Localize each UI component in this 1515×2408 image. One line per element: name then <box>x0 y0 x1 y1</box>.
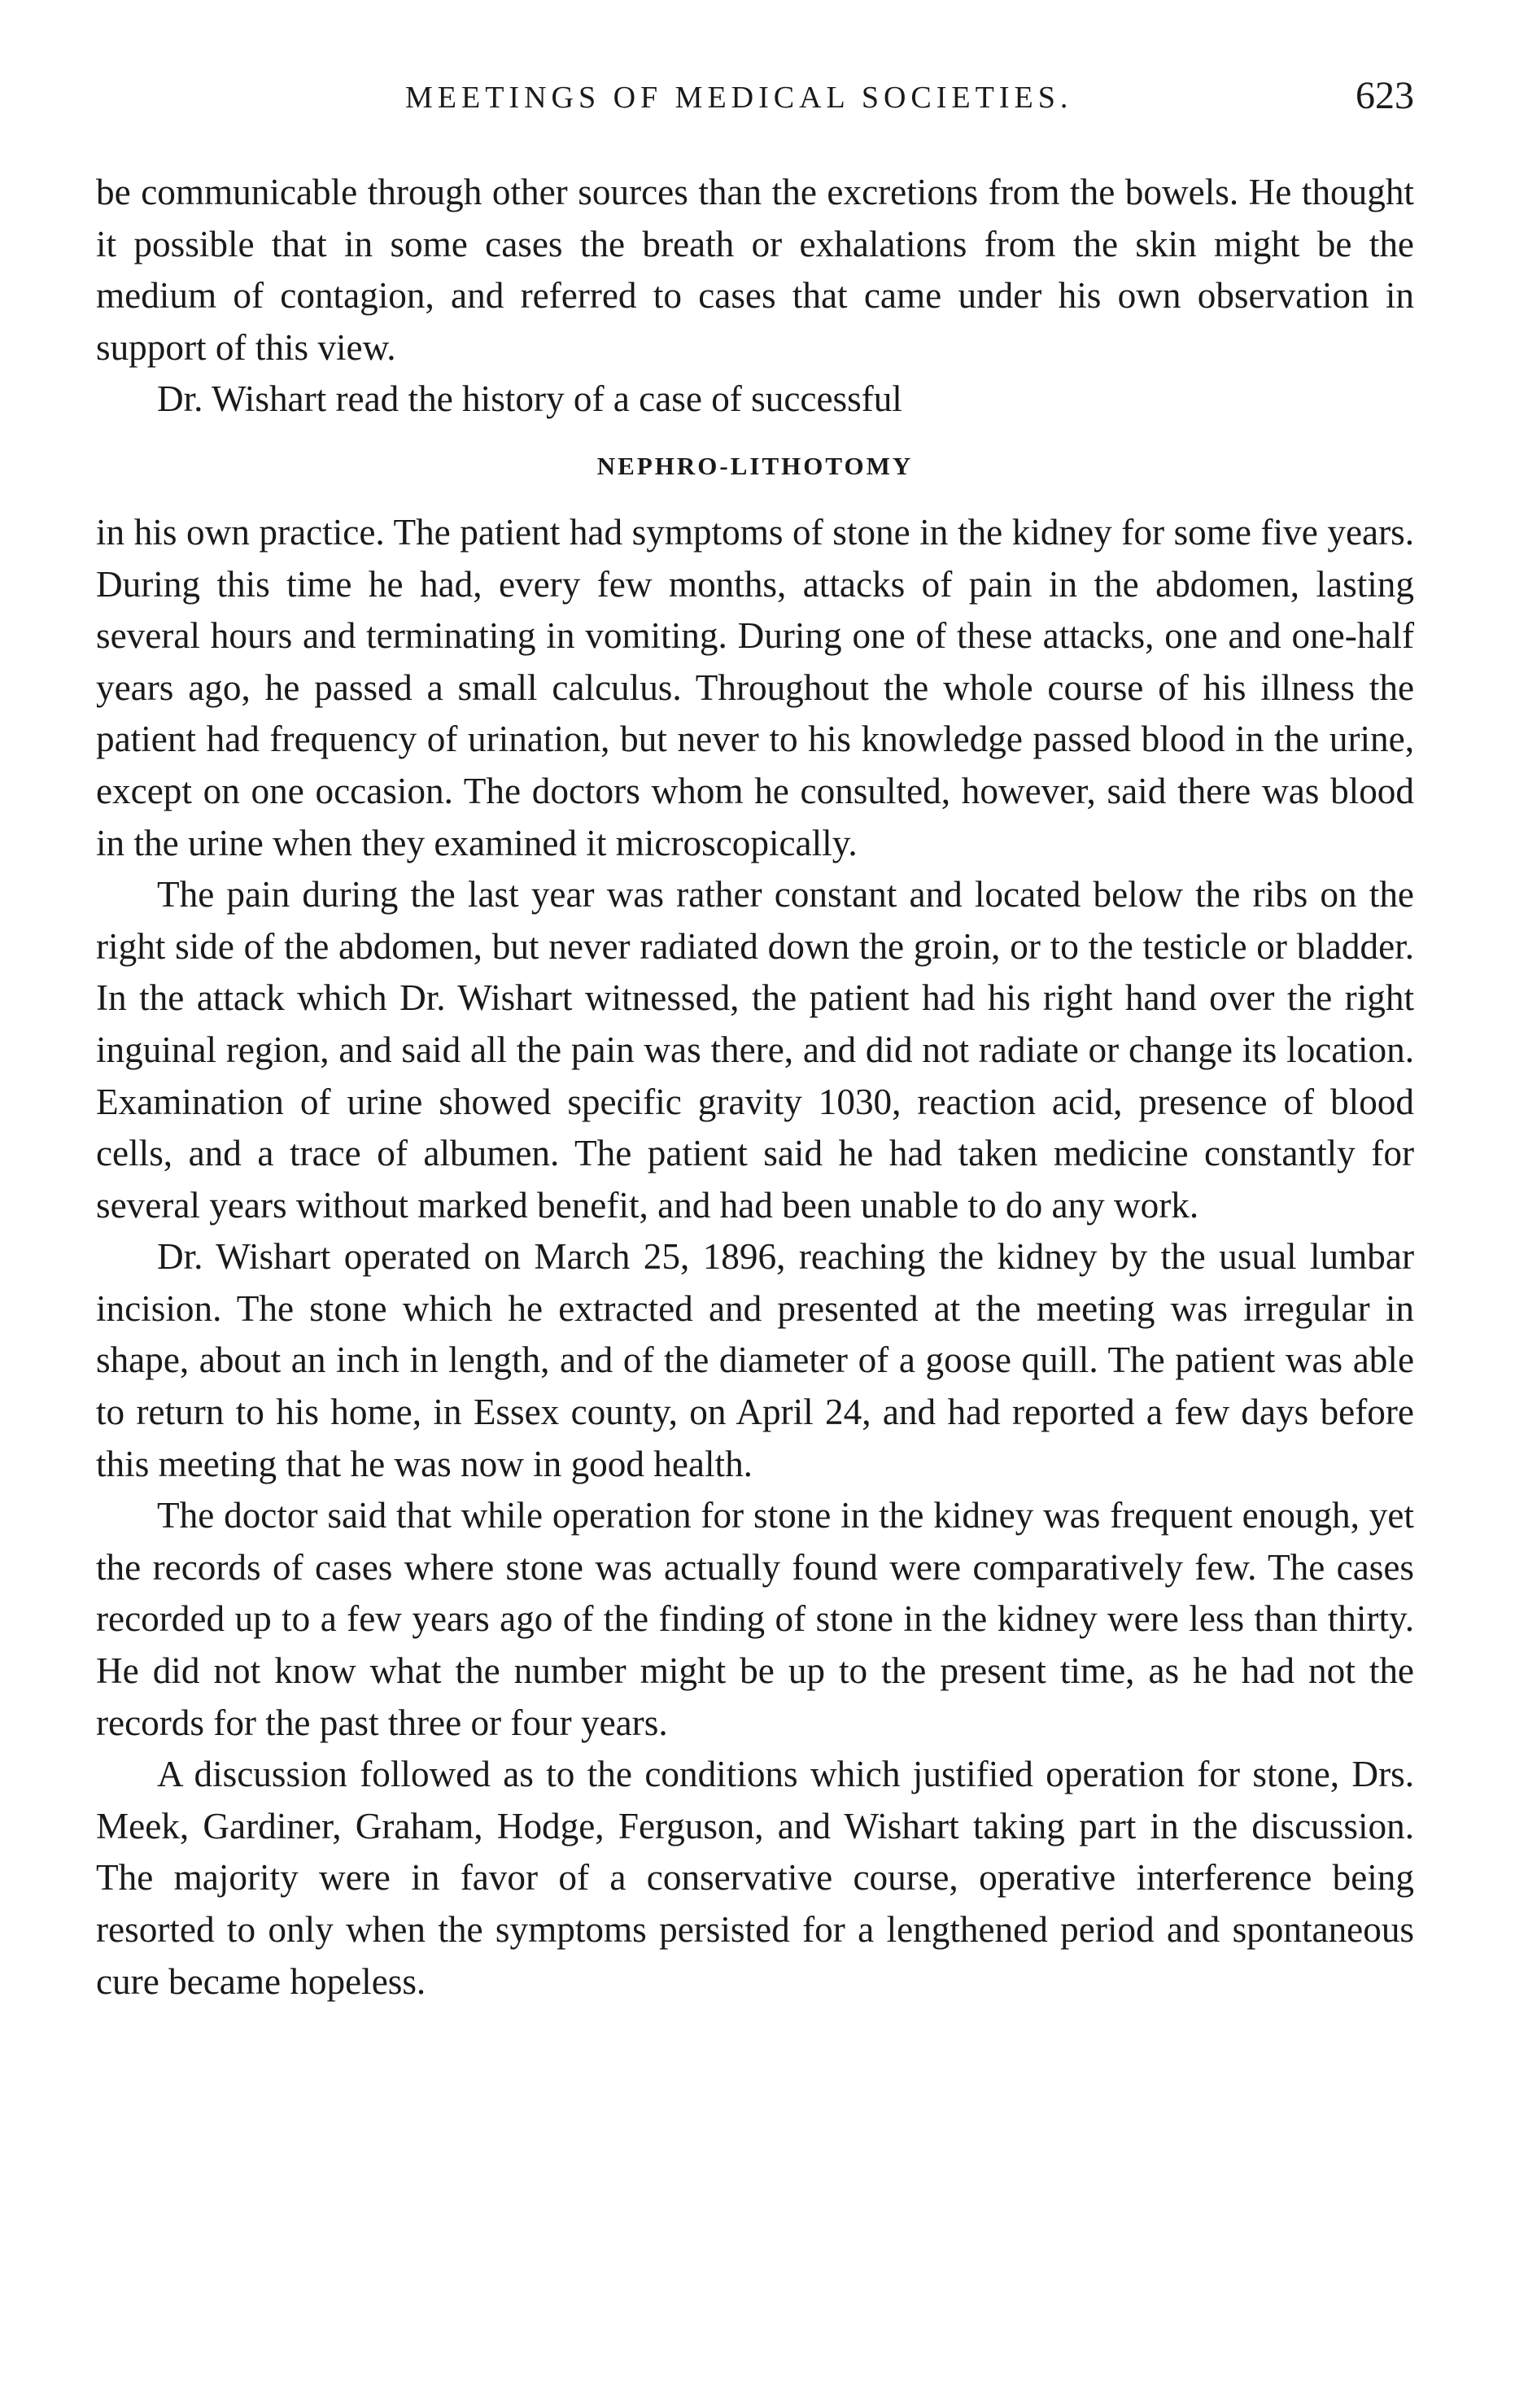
paragraph-case-history: in his own practice. The patient had symptoms of stone in the kidney for some five years. During this time he had, every few months, attacks of pain in the abdomen, lasting several hours and terminating in vomiting. During one of these attacks, one and one-half years ago, he passed a small calculus. Throughout the whole course of his illness the patient had frequency of urination, but never to his knowledge passed blood in the urine, except on one occasion. The doctors whom he consulted, however, said there was blood in the urine when they examined it microscopically. <box>96 511 1414 863</box>
paragraph-doctor-remarks: The doctor said that while operation for stone in the kidney was frequent enough, yet the records of cases where stone was actually found were comparatively few. The cases recorded up to a few years ago of the finding of stone in the kidney were less than thirty. He did not know what the number might be up to the present time, as he had not the records for the past three or four years. <box>96 1495 1414 1743</box>
paragraph-wishart-intro: Dr. Wishart read the history of a case of successful <box>157 378 902 420</box>
paragraph-operation: Dr. Wishart operated on March 25, 1896, reaching the kidney by the usual lumbar incision. The stone which he extracted and presented at the meeting was irregular in shape, about an inch in length, and of the diameter of a goose quill. The patient was able to return to his home, in Essex county, on April 24, and had reported a few days before this meeting that he was now in good health. <box>96 1236 1414 1484</box>
page-number: 623 <box>1356 74 1414 117</box>
running-title: MEETINGS OF MEDICAL SOCIETIES. <box>405 81 1073 115</box>
section-heading: NEPHRO-LITHOTOMY <box>596 451 914 480</box>
paragraph-discussion: A discussion followed as to the conditions which justified operation for stone, Drs. Meek, Gardiner, Graham, Hodge, Ferguson, and Wishart taking part in the discussion. The majority were in favor of a conservative course, operative interference being resorted to only when the symptoms persisted for a lengthened period and spontaneous cure became hopeless. <box>96 1754 1414 2002</box>
body-text <box>96 167 1414 2008</box>
paragraph-continued: be communicable through other sources than the excretions from the bowels. He thought it possible that in some cases the breath or exhalations from the skin might be the medium of contagion, and referred to cases that came under his own observation in support of this view. <box>96 172 1414 368</box>
running-head <box>96 73 1414 130</box>
paragraph-pain-description: The pain during the last year was rather constant and located below the ribs on the right side of the abdomen, but never radiated down the groin, or to the testicle or bladder. In the attack which Dr. Wishart witnessed, the patient had his right hand over the right inguinal region, and said all the pain was there, and did not radiate or change its location. Examination of urine showed specific gravity 1030, reaction acid, presence of blood cells, and a trace of albumen. The patient said he had taken medicine constantly for several years without marked benefit, and had been unable to do any work. <box>96 874 1414 1226</box>
